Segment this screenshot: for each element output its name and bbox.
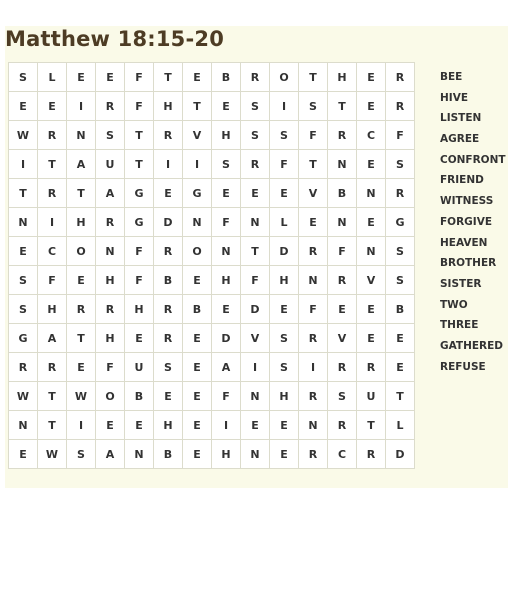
grid-cell[interactable]: E [9, 237, 38, 266]
grid-cell[interactable]: A [96, 440, 125, 469]
grid-cell[interactable]: R [357, 440, 386, 469]
grid-cell[interactable]: R [241, 63, 270, 92]
grid-cell[interactable]: I [38, 208, 67, 237]
word-list-item: AGREE [440, 133, 480, 146]
grid-row [9, 63, 415, 92]
grid-cell[interactable]: R [328, 121, 357, 150]
grid-cell[interactable]: L [386, 411, 415, 440]
grid-cell[interactable]: F [299, 121, 328, 150]
grid-cell[interactable]: E [270, 295, 299, 324]
grid-cell[interactable]: U [125, 353, 154, 382]
grid-cell[interactable]: I [212, 411, 241, 440]
grid-cell[interactable]: W [9, 382, 38, 411]
grid-cell[interactable]: R [154, 295, 183, 324]
grid-cell[interactable]: T [38, 150, 67, 179]
grid-cell[interactable]: R [299, 237, 328, 266]
grid-cell[interactable]: R [96, 295, 125, 324]
word-list-item: FRIEND [440, 174, 484, 187]
grid-cell[interactable]: S [386, 266, 415, 295]
grid-cell[interactable]: N [241, 382, 270, 411]
puzzle-title: Matthew 18:15-20 [5, 27, 225, 51]
grid-cell[interactable]: R [241, 150, 270, 179]
letter-grid [8, 62, 415, 469]
grid-cell[interactable]: L [38, 63, 67, 92]
grid-cell[interactable]: H [212, 121, 241, 150]
grid-cell[interactable]: H [212, 440, 241, 469]
grid-cell[interactable]: E [96, 411, 125, 440]
grid-cell[interactable]: E [67, 63, 96, 92]
grid-cell[interactable]: R [386, 179, 415, 208]
grid-cell[interactable]: R [96, 208, 125, 237]
grid-cell[interactable]: E [270, 411, 299, 440]
grid-cell[interactable]: H [38, 295, 67, 324]
grid-cell[interactable]: N [241, 208, 270, 237]
grid-cell[interactable]: S [270, 121, 299, 150]
grid-cell[interactable]: T [125, 121, 154, 150]
grid-cell[interactable]: F [212, 208, 241, 237]
grid-cell[interactable]: H [125, 295, 154, 324]
word-list [440, 67, 506, 377]
grid-cell[interactable]: S [154, 353, 183, 382]
grid-cell[interactable]: T [9, 179, 38, 208]
grid-cell[interactable]: G [125, 208, 154, 237]
word-list-item: LISTEN [440, 112, 482, 125]
grid-cell[interactable]: T [386, 382, 415, 411]
grid-cell[interactable]: F [125, 237, 154, 266]
grid-cell[interactable]: C [328, 440, 357, 469]
grid-cell[interactable]: G [9, 324, 38, 353]
grid-cell[interactable]: E [212, 295, 241, 324]
grid-cell[interactable]: S [270, 324, 299, 353]
grid-cell[interactable]: C [357, 121, 386, 150]
grid-cell[interactable]: N [328, 208, 357, 237]
grid-row [9, 150, 415, 179]
word-list-item: WITNESS [440, 195, 494, 208]
grid-cell[interactable]: O [67, 237, 96, 266]
grid-cell[interactable]: C [38, 237, 67, 266]
grid-row [9, 295, 415, 324]
grid-cell[interactable]: S [299, 92, 328, 121]
grid-cell[interactable]: R [299, 440, 328, 469]
grid-cell[interactable]: N [357, 237, 386, 266]
grid-cell[interactable]: R [328, 411, 357, 440]
grid-cell[interactable]: E [386, 353, 415, 382]
grid-cell[interactable]: R [154, 324, 183, 353]
grid-cell[interactable]: V [328, 324, 357, 353]
grid-cell[interactable]: S [328, 382, 357, 411]
grid-cell[interactable]: S [241, 121, 270, 150]
grid-cell[interactable]: E [9, 440, 38, 469]
grid-cell[interactable]: H [270, 266, 299, 295]
grid-cell[interactable]: T [241, 237, 270, 266]
grid-cell[interactable]: O [183, 237, 212, 266]
grid-cell[interactable]: T [125, 150, 154, 179]
grid-cell[interactable]: R [38, 179, 67, 208]
grid-cell[interactable]: R [38, 121, 67, 150]
grid-cell[interactable]: S [9, 295, 38, 324]
grid-cell[interactable]: F [241, 266, 270, 295]
grid-cell[interactable]: H [154, 92, 183, 121]
grid-cell[interactable]: E [9, 92, 38, 121]
grid-cell[interactable]: N [183, 208, 212, 237]
grid-cell[interactable]: A [67, 150, 96, 179]
grid-cell[interactable]: S [241, 92, 270, 121]
grid-cell[interactable]: S [67, 440, 96, 469]
grid-cell[interactable]: E [241, 179, 270, 208]
grid-cell[interactable]: E [38, 92, 67, 121]
word-list-item: BEE [440, 71, 463, 83]
grid-cell[interactable]: R [357, 353, 386, 382]
grid-cell[interactable]: E [154, 179, 183, 208]
grid-row [9, 353, 415, 382]
grid-cell[interactable]: E [125, 411, 154, 440]
grid-cell[interactable]: F [212, 382, 241, 411]
grid-cell[interactable]: F [328, 237, 357, 266]
grid-cell[interactable]: V [299, 179, 328, 208]
grid-cell[interactable]: O [96, 382, 125, 411]
grid-cell[interactable]: E [96, 63, 125, 92]
grid-cell[interactable]: H [154, 411, 183, 440]
grid-cell[interactable]: B [154, 440, 183, 469]
grid-cell[interactable]: D [154, 208, 183, 237]
grid-cell[interactable]: H [67, 208, 96, 237]
grid-cell[interactable]: E [357, 63, 386, 92]
grid-cell[interactable]: R [96, 92, 125, 121]
grid-cell[interactable]: E [67, 353, 96, 382]
grid-cell[interactable]: H [96, 266, 125, 295]
grid-cell[interactable]: U [96, 150, 125, 179]
grid-cell[interactable]: T [38, 382, 67, 411]
word-list-item: CONFRONT [440, 153, 506, 166]
grid-cell[interactable]: B [386, 295, 415, 324]
word-list-item: REFUSE [440, 360, 486, 373]
grid-cell[interactable]: V [241, 324, 270, 353]
word-list-item: GATHERED [440, 339, 504, 352]
word-list-item: THREE [440, 319, 479, 332]
grid-cell[interactable]: W [9, 121, 38, 150]
grid-cell[interactable]: S [386, 150, 415, 179]
grid-cell[interactable]: T [38, 411, 67, 440]
grid-cell[interactable]: E [357, 150, 386, 179]
grid-cell[interactable]: I [9, 150, 38, 179]
grid-row [9, 237, 415, 266]
grid-cell[interactable]: N [241, 440, 270, 469]
grid-cell[interactable]: I [154, 150, 183, 179]
grid-cell[interactable]: I [270, 92, 299, 121]
grid-cell[interactable]: T [299, 150, 328, 179]
grid-cell[interactable]: B [154, 266, 183, 295]
grid-cell[interactable]: F [125, 266, 154, 295]
grid-cell[interactable]: I [67, 411, 96, 440]
word-list-item: BROTHER [440, 257, 497, 270]
grid-cell[interactable]: N [328, 150, 357, 179]
grid-cell[interactable]: D [386, 440, 415, 469]
grid-cell[interactable]: A [96, 179, 125, 208]
grid-row [9, 266, 415, 295]
grid-cell[interactable]: A [212, 353, 241, 382]
grid-row [9, 382, 415, 411]
grid-cell[interactable]: E [270, 440, 299, 469]
grid-cell[interactable]: H [212, 266, 241, 295]
grid-cell[interactable]: R [386, 92, 415, 121]
grid-row [9, 440, 415, 469]
grid-cell[interactable]: E [386, 324, 415, 353]
grid-row [9, 179, 415, 208]
grid-cell[interactable]: R [154, 237, 183, 266]
grid-cell[interactable]: R [386, 63, 415, 92]
grid-cell[interactable]: R [38, 353, 67, 382]
grid-cell[interactable]: E [212, 179, 241, 208]
grid-cell[interactable]: R [328, 353, 357, 382]
grid-cell[interactable]: O [270, 63, 299, 92]
grid-cell[interactable]: T [357, 411, 386, 440]
grid-cell[interactable]: E [357, 324, 386, 353]
grid-cell[interactable]: E [357, 295, 386, 324]
grid-cell[interactable]: G [125, 179, 154, 208]
grid-cell[interactable]: T [299, 63, 328, 92]
grid-cell[interactable]: N [67, 121, 96, 150]
grid-cell[interactable]: F [386, 121, 415, 150]
grid-row [9, 411, 415, 440]
grid-cell[interactable]: E [154, 382, 183, 411]
grid-cell[interactable]: I [299, 353, 328, 382]
grid-cell[interactable]: T [67, 324, 96, 353]
grid-cell[interactable]: S [212, 150, 241, 179]
grid-cell[interactable]: B [183, 295, 212, 324]
grid-cell[interactable]: V [357, 266, 386, 295]
grid-cell[interactable]: D [270, 237, 299, 266]
grid-cell[interactable]: I [67, 92, 96, 121]
grid-cell[interactable]: H [96, 324, 125, 353]
grid-cell[interactable]: S [270, 353, 299, 382]
grid-cell[interactable]: E [183, 353, 212, 382]
grid-cell[interactable]: S [9, 266, 38, 295]
grid-cell[interactable]: E [183, 440, 212, 469]
grid-cell[interactable]: E [183, 324, 212, 353]
grid-row [9, 324, 415, 353]
grid-cell[interactable]: E [183, 63, 212, 92]
grid-cell[interactable]: L [270, 208, 299, 237]
grid-cell[interactable]: E [357, 92, 386, 121]
grid-cell[interactable]: A [38, 324, 67, 353]
grid-cell[interactable]: E [357, 208, 386, 237]
grid-cell[interactable]: I [241, 353, 270, 382]
grid-cell[interactable]: G [183, 179, 212, 208]
grid-cell[interactable]: T [67, 179, 96, 208]
grid-cell[interactable]: D [241, 295, 270, 324]
grid-cell[interactable]: E [299, 208, 328, 237]
grid-cell[interactable]: T [154, 63, 183, 92]
grid-cell[interactable]: S [9, 63, 38, 92]
grid-cell[interactable]: E [125, 324, 154, 353]
grid-cell[interactable]: B [212, 63, 241, 92]
grid-cell[interactable]: W [38, 440, 67, 469]
grid-cell[interactable]: N [299, 266, 328, 295]
grid-cell[interactable]: H [328, 63, 357, 92]
grid-cell[interactable]: R [67, 295, 96, 324]
word-list-item: FORGIVE [440, 215, 493, 228]
grid-cell[interactable]: V [183, 121, 212, 150]
grid-cell[interactable]: F [125, 63, 154, 92]
grid-cell[interactable]: H [270, 382, 299, 411]
grid-cell[interactable]: F [38, 266, 67, 295]
grid-cell[interactable]: R [299, 382, 328, 411]
grid-cell[interactable]: F [270, 150, 299, 179]
grid-cell[interactable]: U [357, 382, 386, 411]
grid-cell[interactable]: F [125, 92, 154, 121]
grid-cell[interactable]: E [241, 411, 270, 440]
word-list-item: HIVE [440, 91, 468, 104]
grid-cell[interactable]: N [125, 440, 154, 469]
grid-cell[interactable]: R [154, 121, 183, 150]
grid-cell[interactable]: I [183, 150, 212, 179]
grid-cell[interactable]: N [9, 411, 38, 440]
grid-cell[interactable]: E [67, 266, 96, 295]
grid-cell[interactable]: R [328, 266, 357, 295]
grid-cell[interactable]: F [299, 295, 328, 324]
grid-cell[interactable]: S [96, 121, 125, 150]
grid-cell[interactable]: E [183, 382, 212, 411]
grid-cell[interactable]: F [96, 353, 125, 382]
grid-cell[interactable]: G [386, 208, 415, 237]
grid-cell[interactable]: N [299, 411, 328, 440]
word-list-item: HEAVEN [440, 236, 488, 249]
grid-cell[interactable]: E [183, 411, 212, 440]
grid-cell[interactable]: E [270, 179, 299, 208]
grid-cell[interactable]: S [386, 237, 415, 266]
grid-cell[interactable]: W [67, 382, 96, 411]
grid-cell[interactable]: N [357, 179, 386, 208]
grid-cell[interactable]: N [9, 208, 38, 237]
grid-cell[interactable]: N [212, 237, 241, 266]
grid-cell[interactable]: D [212, 324, 241, 353]
word-list-item: TWO [440, 298, 468, 311]
grid-cell[interactable]: T [183, 92, 212, 121]
grid-cell[interactable]: N [96, 237, 125, 266]
grid-row [9, 121, 415, 150]
grid-cell[interactable]: E [212, 92, 241, 121]
grid-cell[interactable]: R [299, 324, 328, 353]
grid-cell[interactable]: E [328, 295, 357, 324]
grid-row [9, 92, 415, 121]
grid-cell[interactable]: E [183, 266, 212, 295]
grid-cell[interactable]: B [328, 179, 357, 208]
grid-cell[interactable]: T [328, 92, 357, 121]
grid-cell[interactable]: R [9, 353, 38, 382]
grid-row [9, 208, 415, 237]
word-list-item: SISTER [440, 277, 482, 290]
grid-cell[interactable]: B [125, 382, 154, 411]
